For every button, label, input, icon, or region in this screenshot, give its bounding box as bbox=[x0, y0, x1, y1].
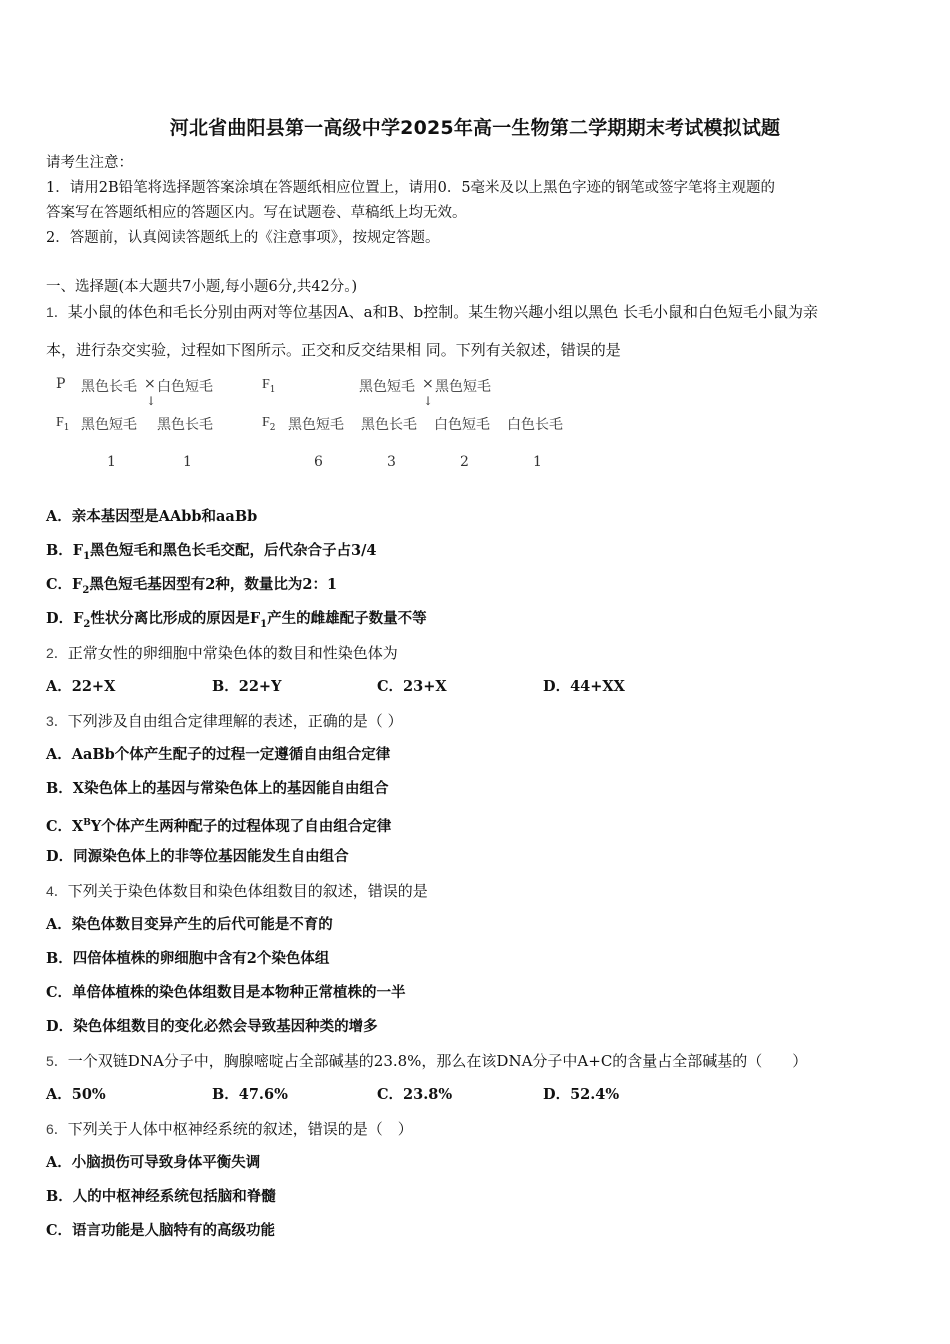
q4-option-b: B．四倍体植株的卵细胞中含有2个染色体组 bbox=[46, 950, 330, 967]
q5-option-a: A．50% bbox=[46, 1086, 106, 1103]
f2-ratio-1: 6 bbox=[314, 454, 323, 470]
q3-option-d: D．同源染色体上的非等位基因能发生自由组合 bbox=[46, 848, 349, 865]
cross-diagram bbox=[56, 372, 616, 482]
f2-ratio-3: 2 bbox=[460, 454, 469, 470]
arrow-down-icon: ↓ bbox=[146, 394, 157, 408]
question-number: 1． bbox=[46, 304, 68, 320]
arrow-down-icon: ↓ bbox=[423, 394, 434, 408]
f2-offspring-1: 黑色短毛 bbox=[288, 417, 344, 433]
f1-offspring-1: 黑色短毛 bbox=[81, 417, 137, 433]
notice-line-2: 2．答题前，认真阅读答题纸上的《注意事项》，按规定答题。 bbox=[46, 230, 440, 246]
q5-option-d: D．52.4% bbox=[543, 1086, 620, 1103]
p-label: P bbox=[56, 376, 66, 392]
q2-option-b: B．22+Y bbox=[212, 678, 282, 695]
q2-option-c: C．23+X bbox=[377, 678, 447, 695]
page-title: 河北省曲阳县第一高级中学2025年高一生物第二学期期末考试模拟试题 bbox=[169, 117, 781, 139]
notice-line-1a: 1．请用2B铅笔将选择题答案涂填在答题纸相应位置上，请用0．5毫米及以上黑色字迹的钢笔或签字笔将主观题的 bbox=[46, 180, 776, 196]
f1-label: $F_1$ bbox=[56, 415, 70, 433]
f1-ratio-2: 1 bbox=[183, 454, 192, 470]
question-4-stem: 4．下列关于染色体数目和染色体组数目的叙述，错误的是 bbox=[46, 882, 428, 900]
question-6-stem: 6．下列关于人体中枢神经系统的叙述，错误的是（ ） bbox=[46, 1120, 413, 1138]
q5-option-b: B．47.6% bbox=[212, 1086, 288, 1103]
q4-option-a: A．染色体数目变异产生的后代可能是不育的 bbox=[46, 916, 333, 933]
q4-option-c: C．单倍体植株的染色体组数目是本物种正常植株的一半 bbox=[46, 984, 406, 1001]
cross-symbol: × bbox=[144, 376, 156, 392]
section-heading: 一、选择题(本大题共7小题,每小题6分,共42分。) bbox=[46, 279, 358, 295]
f2-offspring-4: 白色长毛 bbox=[507, 417, 563, 433]
question-1-stem-a: 1．某小鼠的体色和毛长分别由两对等位基因A、a和B、b控制。某生物兴趣小组以黑色 长毛小鼠和白色短毛小鼠为亲 bbox=[46, 303, 818, 321]
p-parent-1: 黑色长毛 bbox=[81, 379, 137, 395]
q3-option-b: B．X染色体上的基因与常染色体上的基因能自由组合 bbox=[46, 780, 389, 797]
q6-option-b: B．人的中枢神经系统包括脑和脊髓 bbox=[46, 1188, 276, 1205]
f1-ratio-1: 1 bbox=[107, 454, 116, 470]
q6-option-c: C．语言功能是人脑特有的高级功能 bbox=[46, 1222, 276, 1239]
f1-cross-label: $F_1$ bbox=[262, 377, 276, 395]
q3-option-a: A．AaBb个体产生配子的过程一定遵循自由组合定律 bbox=[46, 746, 391, 763]
q6-option-a: A．小脑损伤可导致身体平衡失调 bbox=[46, 1154, 261, 1171]
f2-ratio-4: 1 bbox=[533, 454, 542, 470]
question-3-stem: 3．下列涉及自由组合定律理解的表述，正确的是（ ） bbox=[46, 712, 403, 730]
question-1-stem-b: 本，进行杂交实验，过程如下图所示。正交和反交结果相 同。下列有关叙述，错误的是 bbox=[46, 341, 621, 359]
q3-option-c: C．$X^BY$个体产生两种配子的过程体现了自由组合定律 bbox=[46, 817, 392, 835]
q1-option-b: B．$F_1$黑色短毛和黑色长毛交配，后代杂合子占3/4 bbox=[46, 542, 377, 562]
q1-option-d: D．$F_2$性状分离比形成的原因是$F_1$产生的雌雄配子数量不等 bbox=[46, 610, 427, 630]
notice-line-1b: 答案写在答题纸相应的答题区内。写在试题卷、草稿纸上均无效。 bbox=[46, 205, 467, 221]
q1-option-a: A．亲本基因型是AAbb和aaBb bbox=[46, 508, 258, 525]
question-2-stem: 2．正常女性的卵细胞中常染色体的数目和性染色体为 bbox=[46, 644, 398, 662]
q2-option-a: A．22+X bbox=[46, 678, 116, 695]
f2-label: $F_2$ bbox=[262, 415, 276, 433]
q2-option-d: D．44+XX bbox=[543, 678, 625, 695]
f1-cross-parent-2: 黑色短毛 bbox=[435, 379, 491, 395]
question-5-stem: 5．一个双链DNA分子中，胸腺嘧啶占全部碱基的23.8%，那么在该DNA分子中A+C的含量占全部碱基的（ ） bbox=[46, 1052, 808, 1070]
f2-ratio-2: 3 bbox=[387, 454, 396, 470]
q4-option-d: D．染色体组数目的变化必然会导致基因种类的增多 bbox=[46, 1018, 378, 1035]
notice-heading: 请考生注意： bbox=[46, 155, 133, 171]
q1-option-c: C．$F_2$黑色短毛基因型有2种，数量比为2：1 bbox=[46, 576, 338, 596]
f1-cross-parent-1: 黑色短毛 bbox=[359, 379, 415, 395]
q5-option-c: C．23.8% bbox=[377, 1086, 453, 1103]
p-parent-2: 白色短毛 bbox=[157, 379, 213, 395]
f2-offspring-3: 白色短毛 bbox=[434, 417, 490, 433]
cross-symbol: × bbox=[422, 376, 434, 392]
f1-offspring-2: 黑色长毛 bbox=[157, 417, 213, 433]
f2-offspring-2: 黑色长毛 bbox=[361, 417, 417, 433]
